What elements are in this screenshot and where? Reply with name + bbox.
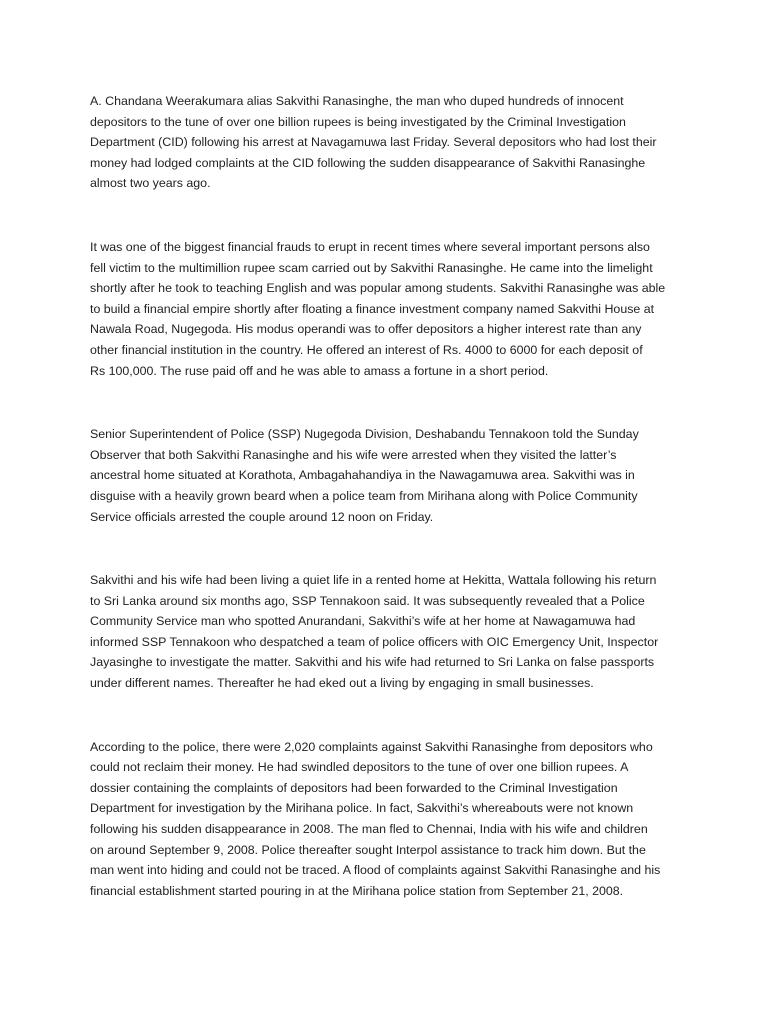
text-line: Rs 100,000. The ruse paid off and he was able to amass a fortune in a short period.: [90, 363, 549, 378]
paragraph-ssp-statement: [90, 424, 682, 527]
text-line: almost two years ago.: [90, 176, 211, 191]
text-line: Sakvithi and his wife had been living a quiet life in a rented home at Hekitta, Wattala following his return: [90, 573, 657, 588]
text-line: shortly after he took to teaching English and was popular among students. Sakvithi Ranasinghe was able: [90, 281, 666, 296]
text-line: under different names. Thereafter he had eked out a living by engaging in small businesses.: [90, 676, 594, 691]
paragraph-quiet-life: [90, 570, 682, 694]
text-line: It was one of the biggest financial frauds to erupt in recent times where several important persons also: [90, 239, 650, 254]
paragraph-financial-fraud: [90, 237, 682, 381]
text-line: disguise with a heavily grown beard when a police team from Mirihana along with Police Community: [90, 488, 638, 503]
text-line: financial establishment started pouring in at the Mirihana police station from September 21, 2008.: [90, 883, 624, 898]
text-line: depositors to the tune of over one billion rupees is being investigated by the Criminal Investigation: [90, 114, 626, 129]
text-line: Observer that both Sakvithi Ranasinghe and his wife were arrested when they visited the latter’s: [90, 447, 617, 462]
text-line: following his sudden disappearance in 2008. The man fled to Chennai, India with his wife and children: [90, 822, 648, 837]
text-line: on around September 9, 2008. Police thereafter sought Interpol assistance to track him down. But the: [90, 842, 646, 857]
text-line: Nawala Road, Nugegoda. His modus operandi was to offer depositors a higher interest rate than any: [90, 322, 642, 337]
text-line: fell victim to the multimillion rupee scam carried out by Sakvithi Ranasinghe. He came into the limelight: [90, 260, 653, 275]
text-line: informed SSP Tennakoon who despatched a team of police officers with OIC Emergency Unit, Inspector: [90, 634, 659, 649]
text-line: ancestral home situated at Korathota, Ambagahahandiya in the Nawagamuwa area. Sakvithi was in: [90, 468, 635, 483]
text-line: other financial institution in the country. He offered an interest of Rs. 4000 to 6000 for each deposit of: [90, 342, 643, 357]
text-line: to Sri Lanka around six months ago, SSP Tennakoon said. It was subsequently revealed that a Police: [90, 593, 645, 608]
text-line: Service officials arrested the couple around 12 noon on Friday.: [90, 509, 434, 524]
paragraph-police-complaints: [90, 737, 682, 902]
text-line: Department for investigation by the Mirihana police. In fact, Sakvithi’s whereabouts were not known: [90, 801, 634, 816]
text-line: According to the police, there were 2,020 complaints against Sakvithi Ranasinghe from depositors who: [90, 739, 653, 754]
text-line: man went into hiding and could not be traced. A flood of complaints against Sakvithi Ranasinghe and his: [90, 863, 661, 878]
text-line: to build a financial empire shortly after floating a finance investment company named Sakvithi House at: [90, 301, 655, 316]
text-line: dossier containing the complaints of depositors had been forwarded to the Criminal Investigation: [90, 780, 618, 795]
text-line: Senior Superintendent of Police (SSP) Nugegoda Division, Deshabandu Tennakoon told the Sunday: [90, 427, 639, 442]
text-line: Jayasinghe to investigate the matter. Sakvithi and his wife had returned to Sri Lanka on false passports: [90, 655, 655, 670]
text-line: A. Chandana Weerakumara alias Sakvithi Ranasinghe, the man who duped hundreds of innocent: [90, 94, 624, 108]
text-line: Community Service man who spotted Anurandani, Sakvithi’s wife at her home at Nawagamuwa had: [90, 614, 636, 629]
text-line: Department (CID) following his arrest at Navagamuwa last Friday. Several depositors who had lost their: [90, 135, 657, 150]
text-line: money had lodged complaints at the CID following the sudden disappearance of Sakvithi Ranasinghe: [90, 155, 646, 170]
text-line: could not reclaim their money. He had swindled depositors to the tune of over one billion rupees. A: [90, 760, 629, 775]
document-page: [90, 91, 682, 901]
paragraph-arrest-intro: [90, 91, 682, 194]
